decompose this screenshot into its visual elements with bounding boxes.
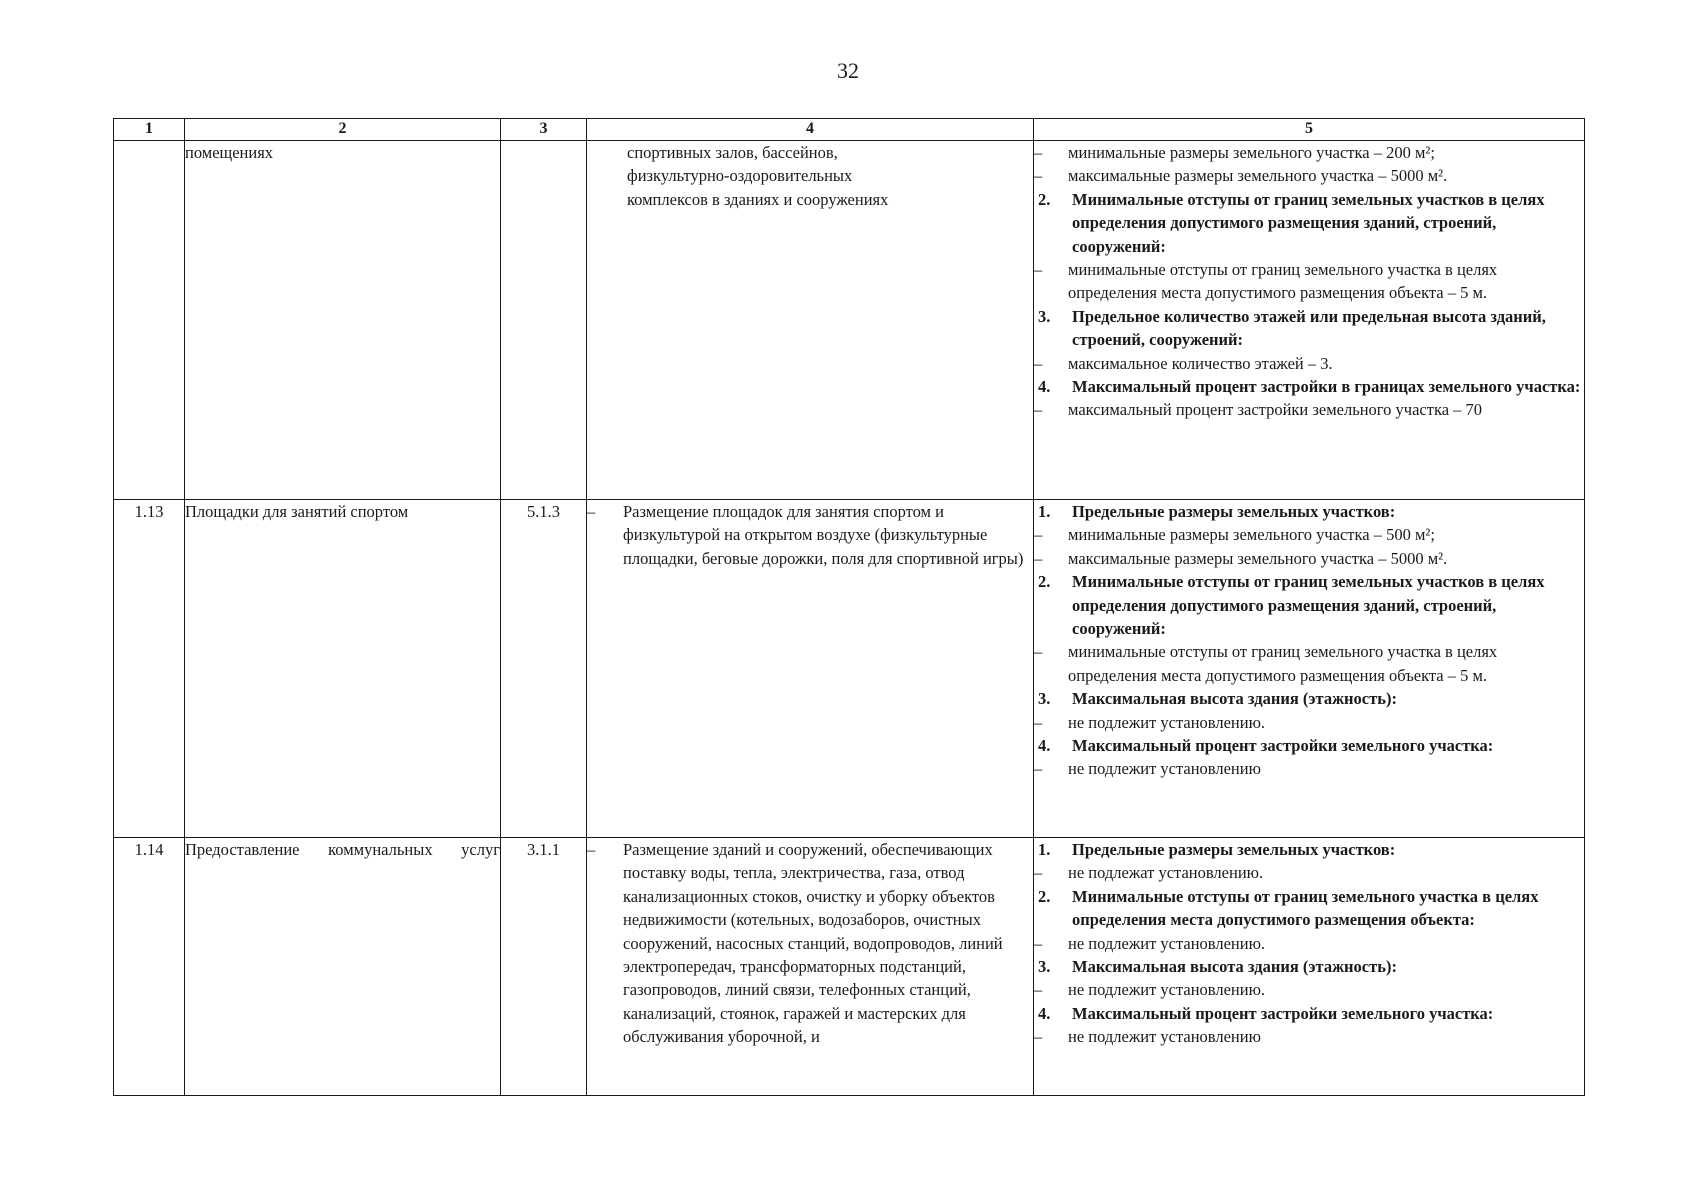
- parameter-value-text: не подлежит установлению.: [1068, 933, 1266, 953]
- header-row: [114, 119, 1585, 141]
- number-marker: 3.: [1038, 689, 1051, 709]
- dash-marker: –: [1034, 166, 1043, 186]
- cell-number: 1.14: [114, 838, 185, 1096]
- parameter-value: [1034, 640, 1584, 687]
- dash-marker: –: [1034, 260, 1043, 280]
- parameter-value-text: максимальное количество этажей – 3.: [1068, 353, 1333, 373]
- parameter-heading: [1034, 838, 1584, 861]
- description-item: [587, 838, 1033, 1049]
- parameter-value: [1034, 258, 1584, 305]
- description-line: физкультурно-оздоровительных: [627, 166, 853, 186]
- cell-use-name: Предоставление коммунальных услуг: [185, 838, 501, 1096]
- parameter-value: [1034, 164, 1584, 187]
- parameter-heading-text: Максимальный процент застройки земельного участка:: [1072, 736, 1494, 756]
- cell-description: [587, 838, 1034, 1096]
- parameter-heading-text: Максимальная высота здания (этажность):: [1072, 957, 1397, 977]
- dash-marker: –: [1034, 1027, 1043, 1047]
- cell-use-name: помещениях: [185, 141, 501, 500]
- parameter-value-text: минимальные отступы от границ земельного участка в целях определения места допустимого размещения объекта – 5 м.: [1068, 260, 1498, 303]
- cell-parameters: [1034, 838, 1585, 1096]
- parameter-heading-text: Максимальный процент застройки в границах земельного участка:: [1072, 377, 1581, 397]
- parameter-value-text: не подлежит установлению.: [1068, 712, 1266, 732]
- dash-marker: –: [1034, 525, 1043, 545]
- parameter-heading-text: Минимальные отступы от границ земельных участков в целях определения допустимого размещения зданий, строений, сооружений:: [1072, 189, 1545, 256]
- parameter-value-text: не подлежит установлению.: [1068, 980, 1266, 1000]
- cell-description: [587, 500, 1034, 838]
- dash-marker: –: [1034, 400, 1043, 420]
- parameter-heading: [1034, 734, 1584, 757]
- header-col-5: 5: [1034, 119, 1585, 141]
- number-marker: 3.: [1038, 957, 1051, 977]
- number-marker: 2.: [1038, 189, 1051, 209]
- dash-marker: –: [1034, 548, 1043, 568]
- dash-marker: –: [1034, 353, 1043, 373]
- table-row: [114, 838, 1585, 1096]
- parameter-value-text: минимальные размеры земельного участка – 500 м²;: [1068, 525, 1435, 545]
- cell-code: [501, 141, 587, 500]
- number-marker: 1.: [1038, 840, 1051, 859]
- number-marker: 4.: [1038, 1003, 1051, 1023]
- cell-code: 5.1.3: [501, 500, 587, 838]
- parameter-value: [1034, 352, 1584, 375]
- dash-marker: –: [1034, 759, 1043, 779]
- parameter-value: [1034, 398, 1584, 421]
- header-col-2: 2: [185, 119, 501, 141]
- number-marker: 3.: [1038, 306, 1051, 326]
- description-text: Размещение площадок для занятия спортом и физкультурой на открытом воздухе (физкультурные площадки, беговые дорожки, поля для спортивной игры): [623, 502, 1024, 568]
- header-col-1: 1: [114, 119, 185, 141]
- parameter-heading: [1034, 570, 1584, 640]
- number-marker: 2.: [1038, 886, 1051, 906]
- parameter-value-text: не подлежит установлению: [1068, 1027, 1261, 1047]
- cell-code: 3.1.1: [501, 838, 587, 1096]
- dash-marker: –: [587, 502, 596, 521]
- number-marker: 2.: [1038, 572, 1051, 592]
- parameter-heading-text: Максимальная высота здания (этажность):: [1072, 689, 1397, 709]
- parameter-value-text: максимальные размеры земельного участка – 5000 м².: [1068, 166, 1448, 186]
- parameter-heading-text: Предельные размеры земельных участков:: [1072, 840, 1396, 859]
- parameter-heading-text: Минимальные отступы от границ земельного участка в целях определения места допустимого размещения объекта:: [1072, 886, 1539, 930]
- description-line: спортивных залов, бассейнов,: [627, 143, 838, 162]
- parameter-heading-text: Предельные размеры земельных участков:: [1072, 502, 1396, 521]
- parameter-heading: [1034, 955, 1584, 978]
- dash-marker: –: [1034, 980, 1043, 1000]
- cell-number: 1.13: [114, 500, 185, 838]
- dash-marker: –: [1034, 712, 1043, 732]
- parameter-heading: [1034, 305, 1584, 352]
- parameter-value-text: максимальные размеры земельного участка – 5000 м².: [1068, 548, 1448, 568]
- parameter-value-text: максимальный процент застройки земельного участка – 70: [1068, 400, 1483, 420]
- parameter-value: [1034, 547, 1584, 570]
- table-row: [114, 500, 1585, 838]
- cell-use-name: Площадки для занятий спортом: [185, 500, 501, 838]
- parameter-value: [1034, 861, 1584, 884]
- parameter-heading: [1034, 375, 1584, 398]
- parameter-value-text: минимальные размеры земельного участка – 200 м²;: [1068, 143, 1435, 162]
- parameter-heading-text: Предельное количество этажей или предельная высота зданий, строений, сооружений:: [1072, 306, 1546, 350]
- parameter-heading: [1034, 500, 1584, 523]
- page-number: 32: [837, 58, 859, 83]
- parameter-heading: [1034, 1002, 1584, 1025]
- parameter-value-text: минимальные отступы от границ земельного участка в целях определения места допустимого размещения объекта – 5 м.: [1068, 642, 1498, 685]
- dash-marker: –: [1034, 642, 1043, 662]
- parameter-value: [1034, 757, 1584, 780]
- parameter-value: [1034, 523, 1584, 546]
- parameter-heading-text: Минимальные отступы от границ земельных участков в целях определения допустимого размещения зданий, строений, сооружений:: [1072, 572, 1545, 639]
- cell-number: [114, 141, 185, 500]
- dash-marker: –: [1034, 863, 1043, 883]
- number-marker: 4.: [1038, 736, 1051, 756]
- parameter-value: [1034, 711, 1584, 734]
- cell-parameters: [1034, 500, 1585, 838]
- parameter-heading: [1034, 687, 1584, 710]
- dash-marker: –: [1034, 143, 1043, 162]
- cell-parameters: [1034, 141, 1585, 500]
- zoning-table: [113, 118, 1585, 1096]
- dash-marker: –: [587, 840, 596, 859]
- description-item: [587, 500, 1033, 570]
- description-text: Размещение зданий и сооружений, обеспечивающих поставку воды, тепла, электричества, газа, отвод канализационных стоков, очистку и уборку объектов недвижимости (котельных, водозаборов, очистных сооружений, насосных станций, водопроводов, линий электропередач, трансформаторных подстанций, газопроводов, линий связи, телефонных станций, канализаций, стоянок, гаражей и мастерских для обслуживания уборочной, и: [623, 840, 1003, 1047]
- table-row: [114, 141, 1585, 500]
- description-line: комплексов в зданиях и сооружениях: [627, 189, 889, 209]
- header-col-3: 3: [501, 119, 587, 141]
- header-col-4: 4: [587, 119, 1034, 141]
- parameter-heading: [1034, 885, 1584, 932]
- parameter-heading-text: Максимальный процент застройки земельного участка:: [1072, 1003, 1494, 1023]
- parameter-value: [1034, 932, 1584, 955]
- number-marker: 1.: [1038, 502, 1051, 521]
- parameter-value: [1034, 978, 1584, 1001]
- parameter-value-text: не подлежат установлению.: [1068, 863, 1264, 883]
- cell-description: [587, 141, 1034, 500]
- number-marker: 4.: [1038, 377, 1051, 397]
- dash-marker: –: [1034, 933, 1043, 953]
- parameter-heading: [1034, 188, 1584, 258]
- parameter-value: [1034, 1025, 1584, 1048]
- parameter-value-text: не подлежит установлению: [1068, 759, 1261, 779]
- parameter-value: [1034, 141, 1584, 164]
